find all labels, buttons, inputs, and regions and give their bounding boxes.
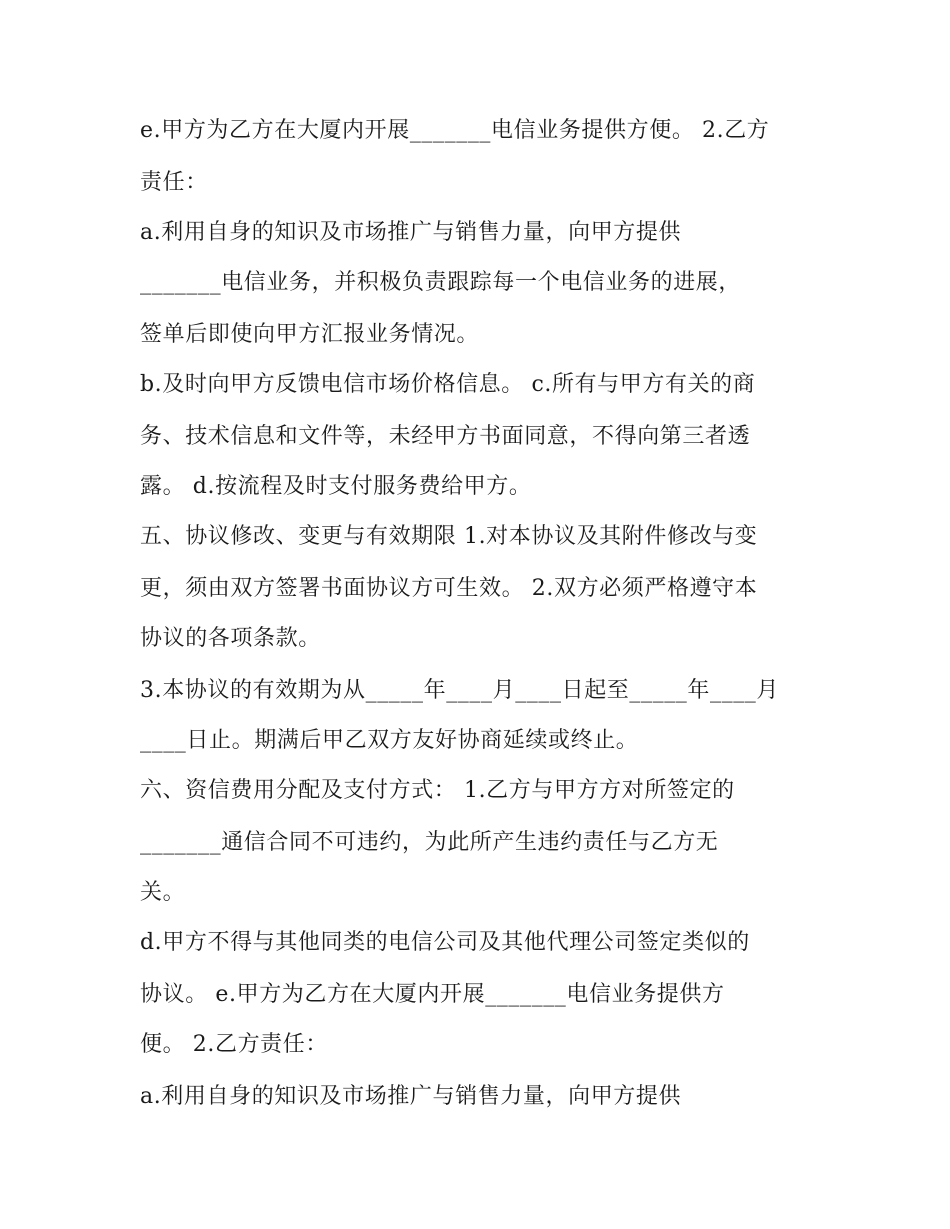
text-line: b.及时向甲方反馈电信市场价格信息。 c.所有与甲方有关的商 xyxy=(140,372,756,397)
text-line: _______电信业务，并积极负责跟踪每一个电信业务的进展， xyxy=(140,270,742,295)
text-line: 协议的各项条款。 xyxy=(140,626,321,651)
text-line: a.利用自身的知识及市场推广与销售力量，向甲方提供 xyxy=(140,1084,682,1109)
text-line: 更，须由双方签署书面协议方可生效。 2.双方必须严格遵守本 xyxy=(140,576,758,601)
text-line: 协议。 e.甲方为乙方在大厦内开展_______电信业务提供方 xyxy=(140,982,725,1007)
text-line: 责任： xyxy=(140,170,208,195)
text-line: 露。 d.按流程及时支付服务费给甲方。 xyxy=(140,474,532,499)
text-line: _______通信合同不可违约，为此所产生违约责任与乙方无 xyxy=(140,830,719,855)
text-line: 签单后即使向甲方汇报业务情况。 xyxy=(140,322,480,347)
section-heading-line: 五、协议修改、变更与有效期限 1.对本协议及其附件修改与变 xyxy=(140,524,758,549)
text-line: 关。 xyxy=(140,880,186,905)
text-line: 便。 2.乙方责任： xyxy=(140,1032,328,1057)
text-line: d.甲方不得与其他同类的电信公司及其他代理公司签定类似的 xyxy=(140,930,750,955)
text-line: 3.本协议的有效期为从_____年____月____日起至_____年____月 xyxy=(140,678,779,703)
section-heading-line: 六、资信费用分配及支付方式： 1.乙方与甲方方对所签定的 xyxy=(140,778,735,803)
text-line: 务、技术信息和文件等，未经甲方书面同意，不得向第三者透 xyxy=(140,424,751,449)
text-line: ____日止。期满后甲乙双方友好协商延续或终止。 xyxy=(140,728,639,753)
text-line: a.利用自身的知识及市场推广与销售力量，向甲方提供 xyxy=(140,220,682,245)
text-line: e.甲方为乙方在大厦内开展_______电信业务提供方便。 2.乙方 xyxy=(140,118,770,143)
